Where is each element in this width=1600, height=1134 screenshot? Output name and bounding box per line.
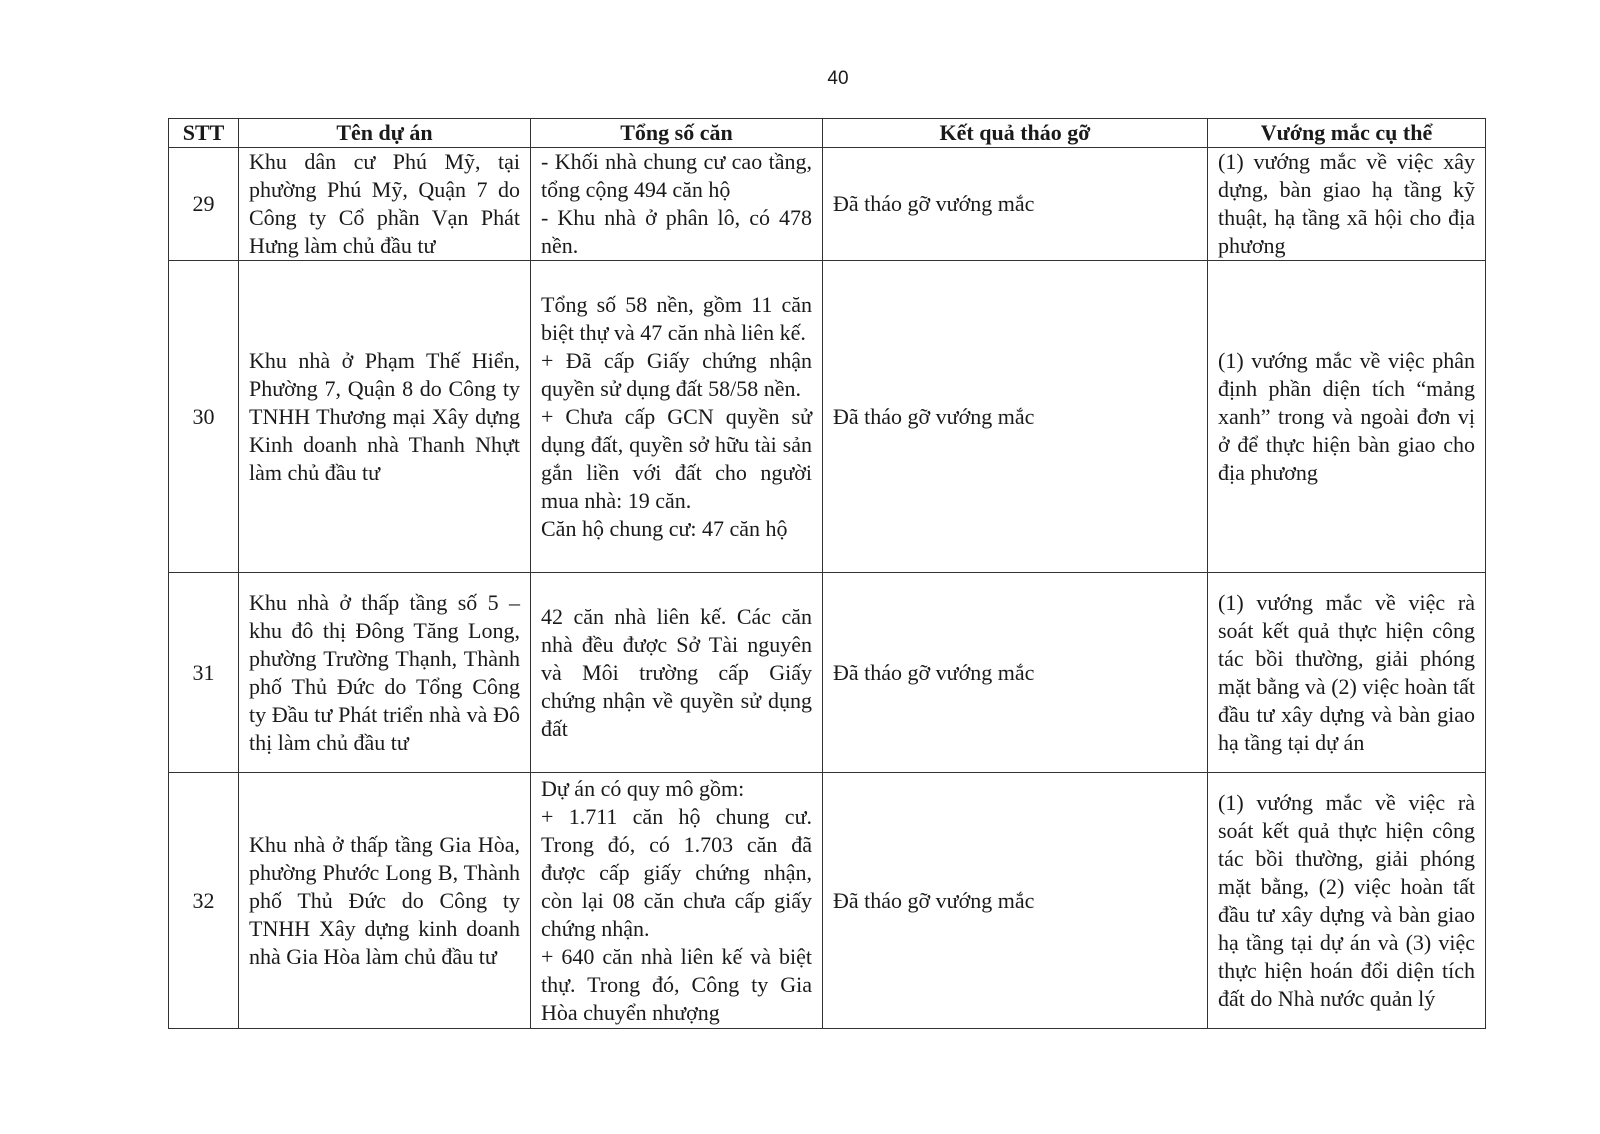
row-project-name: Khu nhà ở thấp tầng Gia Hòa, phường Phước Long B, Thành phố Thủ Đức do Công ty TNHH Xây dựng kinh doanh nhà Gia Hòa làm chủ đầu tư <box>239 773 531 1029</box>
row-project-name: Khu nhà ở thấp tầng số 5 – khu đô thị Đông Tăng Long, phường Trường Thạnh, Thành phố Thủ Đức do Tổng Công ty Đầu tư Phát triển nhà và Đô thị làm chủ đầu tư <box>239 573 531 773</box>
row-stt: 29 <box>169 148 239 261</box>
units-line: 42 căn nhà liên kế. Các căn nhà đều được Sở Tài nguyên và Môi trường cấp Giấy chứng nhận về quyền sử dụng đất <box>541 603 812 741</box>
row-issues: (1) vướng mắc về việc rà soát kết quả thực hiện công tác bồi thường, giải phóng mặt bằng và (2) việc hoàn tất đầu tư xây dựng và bàn giao hạ tầng tại dự án <box>1208 573 1486 773</box>
row-total-units <box>531 573 823 773</box>
row-issues: (1) vướng mắc về việc xây dựng, bàn giao hạ tầng kỹ thuật, hạ tầng xã hội cho địa phương <box>1208 148 1486 261</box>
row-result: Đã tháo gỡ vướng mắc <box>823 573 1208 773</box>
header-issues: Vướng mắc cụ thể <box>1208 119 1486 148</box>
units-line: - Khu nhà ở phân lô, có 478 nền. <box>541 205 812 258</box>
row-project-name: Khu dân cư Phú Mỹ, tại phường Phú Mỹ, Quận 7 do Công ty Cổ phần Vạn Phát Hưng làm chủ đầu tư <box>239 148 531 261</box>
row-total-units <box>531 773 823 1029</box>
units-line: Dự án có quy mô gồm: <box>541 775 745 801</box>
units-line: + Chưa cấp GCN quyền sử dụng đất, quyền sở hữu tài sản gắn liền với đất cho người mua nhà: 19 căn. <box>541 403 812 513</box>
row-total-units <box>531 261 823 573</box>
table-row <box>169 148 1486 261</box>
table-row <box>169 261 1486 573</box>
projects-table <box>168 118 1486 1029</box>
row-stt: 32 <box>169 773 239 1029</box>
row-issues: (1) vướng mắc về việc phân định phần diện tích “mảng xanh” trong và ngoài đơn vị ở để thực hiện bàn giao cho địa phương <box>1208 261 1486 573</box>
row-issues: (1) vướng mắc về việc rà soát kết quả thực hiện công tác bồi thường, giải phóng mặt bằng, (2) việc hoàn tất đầu tư xây dựng và bàn giao hạ tầng tại dự án và (3) việc thực hiện hoán đổi diện tích đất do Nhà nước quản lý <box>1208 773 1486 1029</box>
header-project-name: Tên dự án <box>239 119 531 148</box>
units-line: Căn hộ chung cư: 47 căn hộ <box>541 515 788 541</box>
row-project-name: Khu nhà ở Phạm Thế Hiển, Phường 7, Quận 8 do Công ty TNHH Thương mại Xây dựng Kinh doanh nhà Thanh Nhựt làm chủ đầu tư <box>239 261 531 573</box>
header-total-units: Tổng số căn <box>531 119 823 148</box>
units-line: Tổng số 58 nền, gồm 11 căn biệt thự và 47 căn nhà liên kế. <box>541 291 812 345</box>
row-stt: 31 <box>169 573 239 773</box>
row-result: Đã tháo gỡ vướng mắc <box>823 148 1208 261</box>
table-row <box>169 773 1486 1029</box>
row-result: Đã tháo gỡ vướng mắc <box>823 773 1208 1029</box>
units-line: + Đã cấp Giấy chứng nhận quyền sử dụng đất 58/58 nền. <box>541 347 812 401</box>
row-stt: 30 <box>169 261 239 573</box>
row-result: Đã tháo gỡ vướng mắc <box>823 261 1208 573</box>
row-total-units <box>531 148 823 261</box>
units-line: - Khối nhà chung cư cao tầng, tổng cộng 494 căn hộ <box>541 149 812 202</box>
table-row <box>169 573 1486 773</box>
header-result: Kết quả tháo gỡ <box>823 119 1208 148</box>
header-stt: STT <box>169 119 239 148</box>
units-line: + 1.711 căn hộ chung cư. Trong đó, có 1.703 căn đã được cấp giấy chứng nhận, còn lại 08 căn chưa cấp giấy chứng nhận. <box>541 803 812 941</box>
units-line: + 640 căn nhà liên kế và biệt thự. Trong đó, Công ty Gia Hòa chuyển nhượng <box>541 943 812 1025</box>
page-number: 40 <box>827 68 849 89</box>
table-header-row <box>169 119 1486 148</box>
